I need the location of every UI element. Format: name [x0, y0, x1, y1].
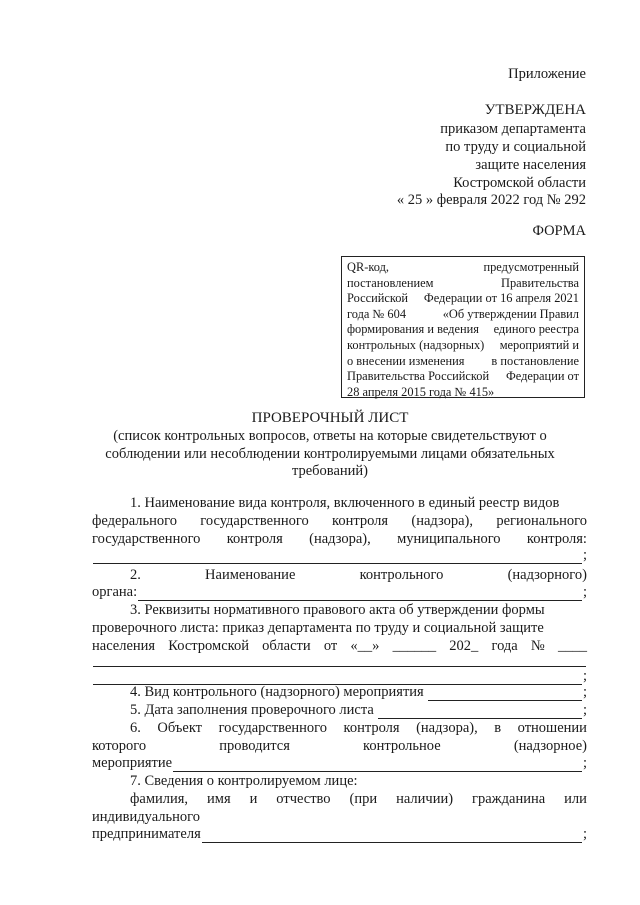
word: наличии) [396, 791, 454, 807]
end-mark: ; [582, 584, 587, 600]
word: контрольное [363, 738, 441, 754]
qr-text: Правительства Российской [347, 369, 490, 384]
item-1-answer-field[interactable] [92, 547, 587, 564]
blank-line[interactable] [138, 586, 582, 601]
word: контроля [332, 513, 389, 529]
word: регионального [496, 513, 587, 529]
approval-line-3: защите населения [475, 157, 586, 173]
end-mark: ; [582, 668, 587, 684]
item-6-line-2 [92, 738, 587, 755]
word: государственного [218, 720, 327, 736]
item-6-answer-field[interactable] [92, 755, 587, 772]
blank-line[interactable] [173, 757, 582, 772]
end-mark: ; [582, 755, 587, 771]
qr-text: контрольных (надзорных) [347, 337, 485, 352]
item-1-line-2 [92, 513, 587, 530]
approval-date-line: « 25 » февраля 2022 год № 292 [396, 192, 586, 208]
item-6-line-1 [92, 720, 587, 737]
qr-text: «Об утверждении Правил [442, 306, 579, 321]
word: (надзора), [309, 531, 371, 547]
blank-line[interactable] [428, 686, 582, 701]
qr-text: Федерации от [505, 369, 579, 384]
blank-line[interactable] [378, 704, 582, 719]
word: контроля [343, 720, 400, 736]
word: имя [207, 791, 231, 807]
qr-text: предусмотренный [483, 260, 579, 274]
approval-line-2: по труду и социальной [445, 139, 586, 155]
title-subtitle-1: (список контрольных вопросов, ответы на которые свидетельствуют о [113, 428, 547, 444]
item-7-line-2 [92, 791, 587, 808]
item-3-answer-field-2[interactable] [92, 668, 587, 685]
word: населения [92, 638, 156, 654]
word: «__» [350, 638, 380, 654]
word: Объект [157, 720, 203, 736]
qr-text: о внесении изменения [347, 353, 465, 368]
blank-line[interactable] [202, 828, 582, 843]
word: ______ [392, 638, 437, 654]
word: года [491, 638, 518, 654]
appendix-label: Приложение [508, 66, 586, 82]
organ-label: органа: [92, 584, 138, 600]
word: 202_ [449, 638, 479, 654]
qr-code-box [341, 256, 585, 398]
word: отчество [276, 791, 331, 807]
title-subtitle-2: соблюдении или несоблюдении контролируемыми лицами обязательных [105, 446, 555, 462]
word: Костромской [168, 638, 249, 654]
item-2-line-1 [92, 567, 587, 584]
end-mark: ; [582, 684, 587, 700]
qr-text: мероприятий и [499, 337, 579, 352]
word: 2. [130, 567, 141, 583]
qr-text: единого реестра [493, 322, 579, 337]
word: которого [92, 738, 147, 754]
item-2-answer-field[interactable] [92, 584, 587, 601]
word: контроля [226, 531, 283, 547]
word: (надзорное) [513, 738, 587, 754]
word: и [249, 791, 258, 807]
word: ____ [557, 638, 587, 654]
item-7-line-3: индивидуального [92, 809, 200, 825]
end-mark: ; [582, 826, 587, 842]
word: отношении [517, 720, 587, 736]
item-7-answer-field[interactable] [92, 826, 587, 843]
item-3-line-1: 3. Реквизиты нормативного правового акта об утверждении формы [130, 602, 545, 618]
word: проводится [219, 738, 290, 754]
qr-text: Федерации от 16 апреля 2021 [423, 291, 579, 306]
title-subtitle-3: требований) [291, 463, 369, 479]
form-label: ФОРМА [532, 223, 586, 239]
item-1-line-3 [92, 531, 587, 548]
qr-text: 28 апреля 2015 года № 415» [347, 384, 495, 399]
word: контрольного [359, 567, 444, 583]
blank-line[interactable] [93, 549, 582, 564]
qr-text: Правительства [501, 275, 579, 290]
word: государственного [92, 531, 201, 547]
item-5-label: 5. Дата заполнения проверочного листа [130, 702, 374, 718]
word: или [564, 791, 587, 807]
approval-line-1: приказом департамента [440, 121, 586, 137]
word: государственного [200, 513, 309, 529]
item-4-label: 4. Вид контрольного (надзорного) мероприятия [130, 684, 424, 700]
approved-label: УТВЕРЖДЕНА [484, 102, 586, 118]
item-1-line-1: 1. Наименование вида контроля, включенного в единый реестр видов [130, 495, 560, 511]
item-7-line-1: 7. Сведения о контролируемом лице: [130, 773, 358, 789]
approval-line-4: Костромской области [453, 175, 586, 191]
word: фамилия, [130, 791, 189, 807]
entrepreneur-label: предпринимателя [92, 826, 201, 842]
blank-line[interactable] [93, 670, 582, 685]
document-title: ПРОВЕРОЧНЫЙ ЛИСТ [251, 410, 409, 426]
item-3-answer-field-1[interactable] [92, 652, 587, 667]
word: Наименование [205, 567, 296, 583]
end-mark: ; [582, 702, 587, 718]
word: (надзорного) [507, 567, 587, 583]
item-3-line-2: проверочного листа: приказ департамента по труду и социальной защите [92, 620, 544, 636]
word: федерального [92, 513, 177, 529]
word: муниципального [397, 531, 501, 547]
word: от [323, 638, 338, 654]
qr-text: года № 604 [347, 306, 407, 321]
word: гражданина [472, 791, 546, 807]
word: в [494, 720, 502, 736]
qr-text: постановлением [347, 275, 434, 290]
word: контроля: [526, 531, 587, 547]
word: области [262, 638, 311, 654]
word: (при [349, 791, 378, 807]
word: № [530, 638, 545, 654]
item-4-field[interactable] [92, 684, 587, 701]
word: (надзора), [416, 720, 478, 736]
end-mark: ; [582, 547, 587, 563]
qr-text: в постановление [491, 353, 579, 368]
event-label: мероприятие [92, 755, 173, 771]
word: 6. [130, 720, 141, 736]
qr-text: QR-код, [347, 260, 389, 274]
item-5-field[interactable] [92, 702, 587, 719]
qr-text: формирования и ведения [347, 322, 479, 337]
blank-line[interactable] [93, 652, 586, 667]
word: (надзора), [411, 513, 473, 529]
qr-text: Российской [347, 291, 409, 306]
